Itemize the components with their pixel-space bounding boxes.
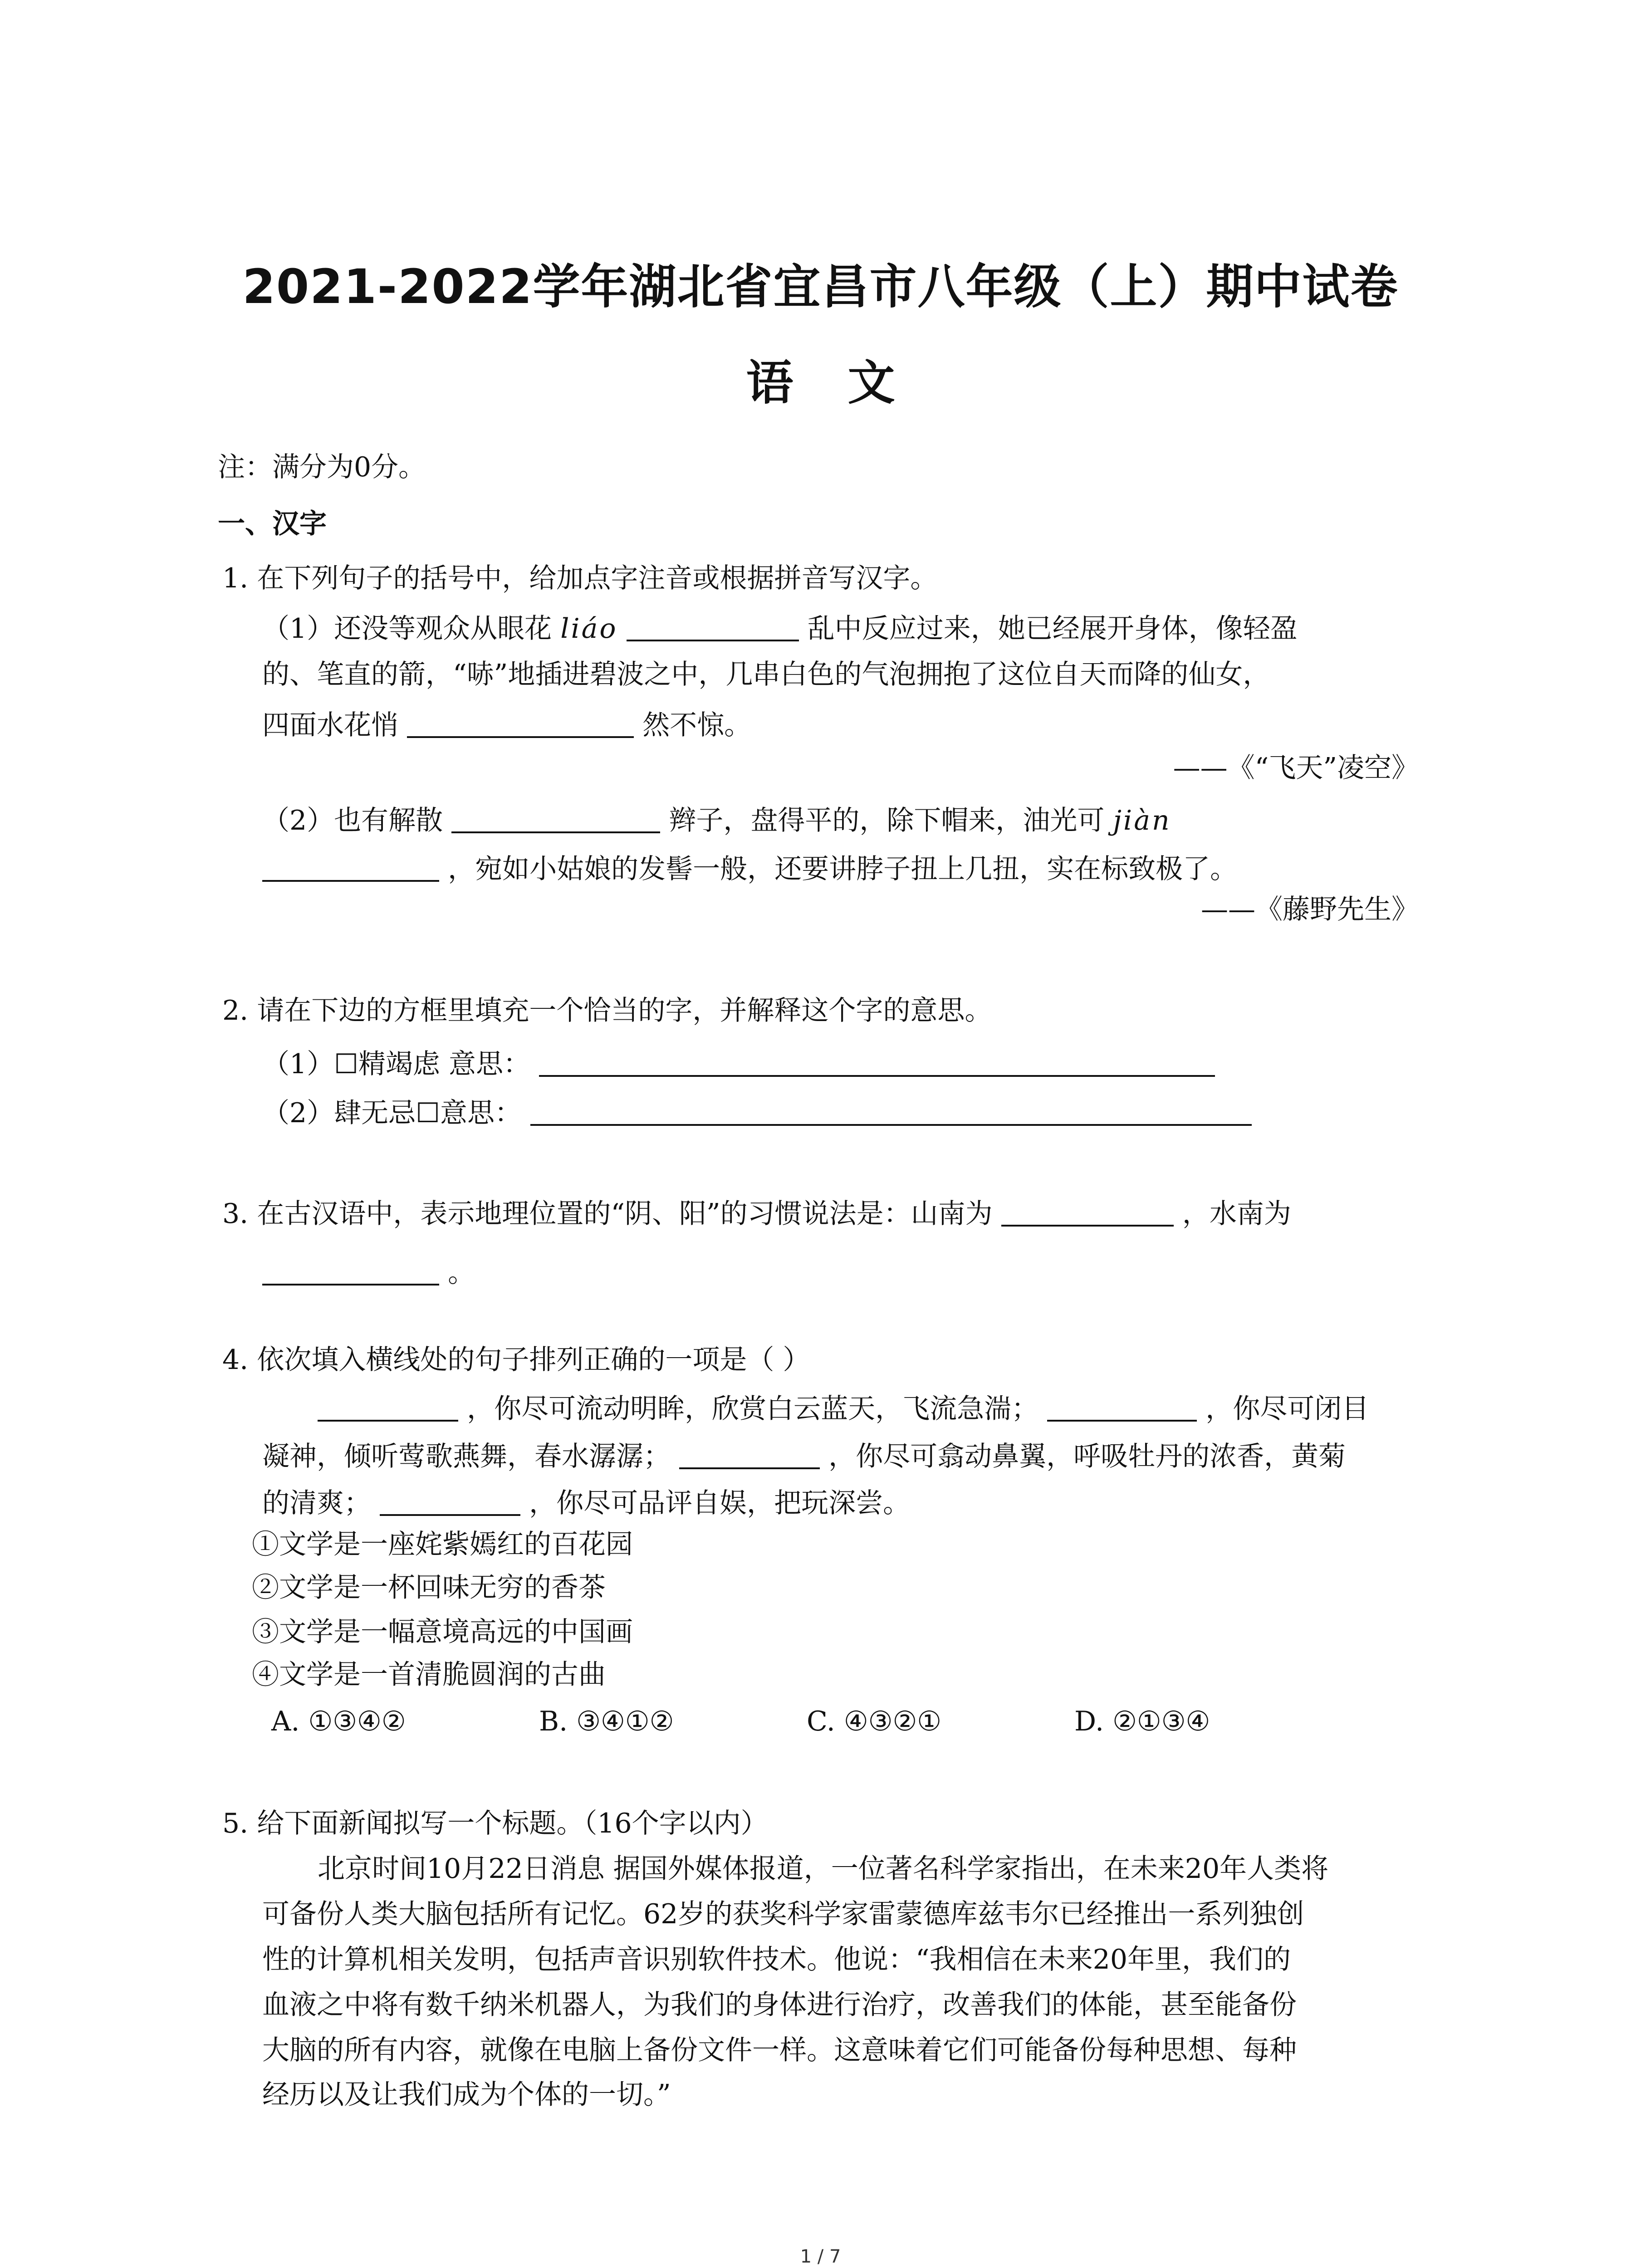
q1-p1-line2: 的、笔直的箭，“哧”地插进碧波之中，几串白色的气泡拥抱了这位自天而降的仙女，	[262, 659, 1270, 690]
q1-stem: 1. 在下列句子的括号中，给加点字注音或根据拼音写汉字。	[222, 562, 938, 594]
answer-blank[interactable]	[530, 1097, 1252, 1126]
q4-option-d[interactable]: D. ②①③④	[1074, 1706, 1210, 1737]
answer-blank[interactable]	[262, 853, 439, 882]
q3-line2: 。	[262, 1256, 475, 1286]
q4-line2: 凝神，倾听莺歌燕舞，春水潺潺； ，你尽可翕动鼻翼，呼吸牡丹的浓香，黄菊	[262, 1441, 1346, 1472]
q1-p2-line2: ，宛如小姑娘的发髻一般，还要讲脖子扭上几扭，实在标致极了。	[262, 853, 1237, 883]
q5-news-line: 北京时间10月22日消息 据国外媒体报道，一位著名科学家指出，在未来20年人类将	[318, 1853, 1329, 1885]
answer-blank[interactable]	[407, 709, 634, 738]
q5-news-line: 可备份人类大脑包括所有记忆。62岁的获奖科学家雷蒙德库兹韦尔已经推出一系列独创	[262, 1898, 1304, 1930]
score-note: 注：满分为0分。	[218, 451, 426, 483]
q4-item-1: ①文学是一座姹紫嫣红的百花园	[252, 1529, 633, 1560]
pinyin-jian: jiàn	[1113, 805, 1171, 836]
page-number: 1 / 7	[800, 2246, 841, 2267]
q4-item-4: ④文学是一首清脆圆润的古曲	[252, 1659, 606, 1691]
q1-p1-source: ——《“飞天”凌空》	[1173, 752, 1419, 784]
pinyin-liao: liáo	[560, 613, 618, 645]
q4-option-a[interactable]: A. ①③④②	[271, 1706, 406, 1737]
q5-news-line: 性的计算机相关发明，包括声音识别软件技术。他说：“我相信在未来20年里，我们的	[262, 1944, 1291, 1975]
subject-title: 语文	[746, 355, 950, 411]
q5-stem: 5. 给下面新闻拟写一个标题。（16个字以内）	[222, 1808, 768, 1839]
q4-option-b[interactable]: B. ③④①②	[539, 1706, 674, 1737]
q4-stem: 4. 依次填入横线处的句子排列正确的一项是（ ）	[222, 1344, 810, 1376]
answer-blank[interactable]	[262, 1256, 439, 1286]
answer-blank[interactable]	[679, 1440, 820, 1469]
answer-blank[interactable]	[380, 1487, 520, 1516]
answer-blank[interactable]	[539, 1048, 1215, 1077]
q4-item-3: ③文学是一幅意境高远的中国画	[252, 1616, 633, 1648]
q2-line2: （2）肆无忌☐意思：	[262, 1097, 1252, 1127]
q1-p1-line3: 四面水花悄 然不惊。	[262, 709, 752, 741]
answer-blank[interactable]	[1001, 1198, 1174, 1227]
q2-line1: （1）☐精竭虑 意思：	[262, 1048, 1215, 1078]
q5-news-line: 大脑的所有内容，就像在电脑上备份文件一样。这意味着它们可能备份每种思想、每种	[262, 2034, 1297, 2066]
q4-line1: ，你尽可流动明眸，欣赏白云蓝天，飞流急湍； ，你尽可闭目	[318, 1393, 1369, 1422]
q4-line3: 的清爽； ，你尽可品评自娱，把玩深尝。	[262, 1487, 911, 1519]
answer-blank[interactable]	[627, 612, 799, 641]
q3-line1: 3. 在古汉语中，表示地理位置的“阴、阳”的习惯说法是：山南为 ，水南为	[222, 1198, 1291, 1230]
exam-title: 2021-2022学年湖北省宜昌市八年级（上）期中试卷	[242, 259, 1399, 314]
q2-stem: 2. 请在下边的方框里填充一个恰当的字，并解释这个字的意思。	[222, 995, 992, 1026]
q1-p1-line1: （1）还没等观众从眼花 liáo 乱中反应过来，她已经展开身体，像轻盈	[262, 613, 1298, 645]
q5-news-line: 经历以及让我们成为个体的一切。”	[262, 2079, 671, 2111]
answer-blank[interactable]	[318, 1393, 458, 1422]
q5-news-line: 血液之中将有数千纳米机器人，为我们的身体进行治疗，改善我们的体能，甚至能备份	[262, 1989, 1297, 2021]
q4-item-2: ②文学是一杯回味无穷的香茶	[252, 1572, 606, 1603]
q1-p2-line1: （2）也有解散 辫子，盘得平的，除下帽来，油光可 jiàn	[262, 805, 1171, 836]
answer-blank[interactable]	[1047, 1393, 1197, 1422]
answer-blank[interactable]	[451, 804, 660, 833]
q4-option-c[interactable]: C. ④③②①	[807, 1706, 942, 1737]
q1-p2-source: ——《藤野先生》	[1201, 894, 1419, 925]
section-title: 一、汉字	[218, 508, 327, 540]
